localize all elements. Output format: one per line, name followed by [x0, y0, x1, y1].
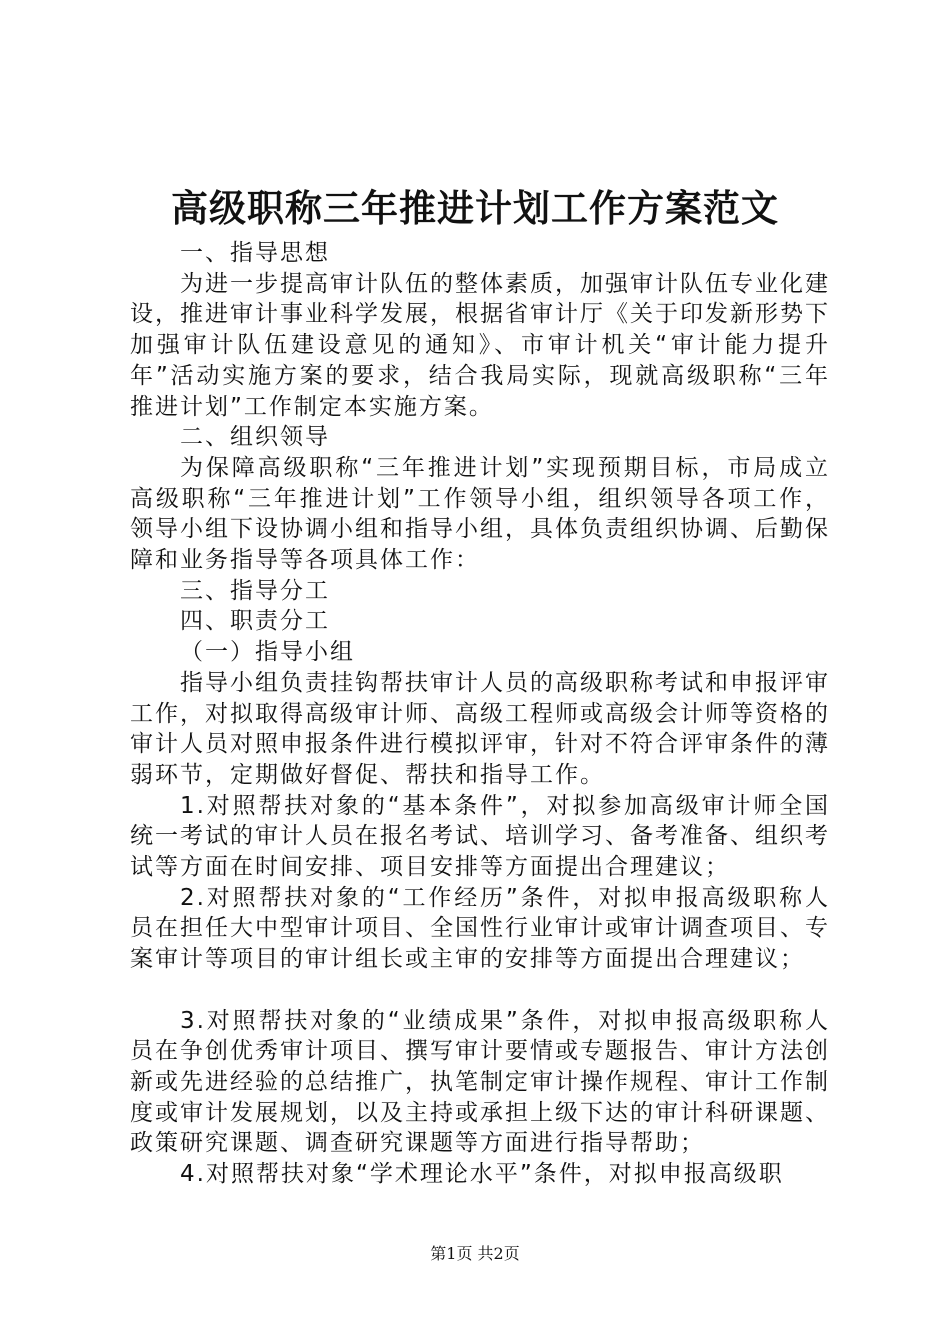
section-heading-duties: 四、职责分工 [180, 608, 330, 635]
section-heading-organization: 二、组织领导 [180, 424, 330, 451]
paragraph-guiding-ideology: 为进一步提高审计队伍的整体素质，加强审计队伍专业化建设，推进审计事业科学发展，根据省审计厅《关于印发新形势下加强审计队伍建设意见的通知》、市审计机关“审计能力提升年”活动实施方案的要求，结合我局实际，现就高级职称“三年推进计划”工作制定本实施方案。 [130, 270, 830, 420]
section-heading-guiding-ideology: 一、指导思想 [180, 240, 330, 266]
paragraph-guidance-group: 指导小组负责挂钩帮扶审计人员的高级职称考试和申报评审工作，对拟取得高级审计师、高级工程师或高级会计师等资格的审计人员对照申报条件进行模拟评审，针对不符合评审条件的薄弱环节，定期做好督促、帮扶和指导工作。 [130, 669, 830, 788]
paragraph-item-3: 3.对照帮扶对象的“业绩成果”条件，对拟申报高级职称人员在争创优秀审计项目、撰写审计要情或专题报告、审计方法创新或先进经验的总结推广，执笔制定审计操作规程、审计工作制度或审计发展规划，以及主持或承担上级下达的审计科研课题、政策研究课题、调查研究课题等方面进行指导帮助； [130, 1007, 830, 1157]
document-title: 高级职称三年推进计划工作方案范文 [171, 186, 779, 230]
paragraph-organization: 为保障高级职称“三年推进计划”实现预期目标，市局成立高级职称“三年推进计划”工作领导小组，组织领导各项工作，领导小组下设协调小组和指导小组，具体负责组织协调、后勤保障和业务指导等各项具体工作： [130, 454, 830, 574]
paragraph-item-2: 2.对照帮扶对象的“工作经历”条件，对拟申报高级职称人员在担任大中型审计项目、全国性行业审计或审计调查项目、专案审计等项目的审计组长或主审的安排等方面提出合理建议； [130, 884, 830, 973]
subsection-heading-guidance-group: （一）指导小组 [180, 639, 355, 666]
section-heading-division: 三、指导分工 [180, 577, 330, 604]
paragraph-item-1: 1.对照帮扶对象的“基本条件”，对拟参加高级审计师全国统一考试的审计人员在报名考试、培训学习、备考准备、组织考试等方面在时间安排、项目安排等方面提出合理建议； [130, 792, 830, 881]
document-body [130, 238, 830, 1190]
paragraph-item-4: 4.对照帮扶对象“学术理论水平”条件，对拟申报高级职 [180, 1161, 784, 1188]
blank-line [130, 975, 830, 1006]
page-footer: 第1页 共2页 [430, 1244, 520, 1263]
